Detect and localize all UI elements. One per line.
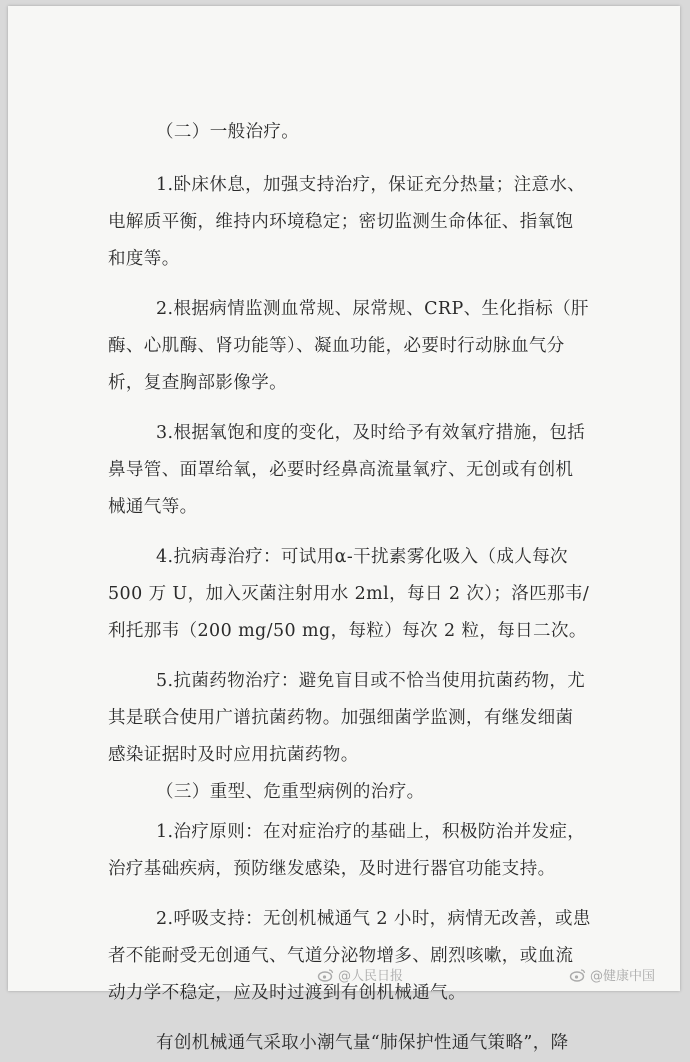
document-page	[8, 6, 680, 1053]
text-line: 4.抗病毒治疗：可试用α-干扰素雾化吸入（成人每次	[156, 547, 568, 567]
text-line: 有创机械通气采取小潮气量“肺保护性通气策略”，降	[156, 1033, 569, 1053]
watermark-text: @健康中国	[590, 969, 656, 984]
text-line: 感染证据时及时应用抗菌药物。	[108, 745, 359, 765]
text-line: 2.根据病情监测血常规、尿常规、CRP、生化指标（肝	[156, 299, 589, 319]
text-line: 治疗基础疾病，预防继发感染，及时进行器官功能支持。	[108, 859, 556, 879]
watermark-text: @人民日报	[338, 969, 404, 984]
text-line: 5.抗菌药物治疗：避免盲目或不恰当使用抗菌药物，尤	[156, 671, 586, 691]
weibo-icon	[570, 968, 586, 982]
text-line: 1.卧床休息，加强支持治疗，保证充分热量；注意水、	[156, 175, 586, 195]
text-line: 3.根据氧饱和度的变化，及时给予有效氧疗措施，包括	[156, 423, 586, 443]
text-line: 动力学不稳定，应及时过渡到有创机械通气。	[108, 983, 466, 1003]
text-line: 者不能耐受无创通气、气道分泌物增多、剧烈咳嗽，或血流	[108, 946, 574, 966]
text-line: 鼻导管、面罩给氧，必要时经鼻高流量氧疗、无创或有创机	[108, 460, 574, 480]
text-line: 其是联合使用广谱抗菌药物。加强细菌学监测，有继发细菌	[108, 708, 574, 728]
text-line: 析，复查胸部影像学。	[108, 373, 287, 393]
section-heading-general-treatment: （二）一般治疗。	[156, 122, 300, 142]
watermark-healthy-china	[570, 965, 655, 984]
watermark-people-daily	[318, 965, 403, 984]
section-heading-severe-cases: （三）重型、危重型病例的治疗。	[156, 782, 425, 802]
text-line: 电解质平衡，维持内环境稳定；密切监测生命体征、指氧饱	[108, 212, 574, 232]
text-line: 利托那韦（200 mg/50 mg，每粒）每次 2 粒，每日二次。	[108, 621, 587, 641]
weibo-icon	[318, 968, 334, 982]
text-line: 械通气等。	[108, 497, 198, 517]
document-body	[108, 114, 596, 1062]
text-line: 500 万 U，加入灭菌注射用水 2ml，每日 2 次）；洛匹那韦/	[108, 584, 590, 604]
text-line: 酶、心肌酶、肾功能等）、凝血功能，必要时行动脉血气分	[108, 336, 565, 356]
text-line: 1.治疗原则：在对症治疗的基础上，积极防治并发症，	[156, 822, 586, 842]
text-line: 2.呼吸支持：无创机械通气 2 小时，病情无改善，或患	[156, 909, 591, 929]
text-line: 和度等。	[108, 249, 180, 269]
